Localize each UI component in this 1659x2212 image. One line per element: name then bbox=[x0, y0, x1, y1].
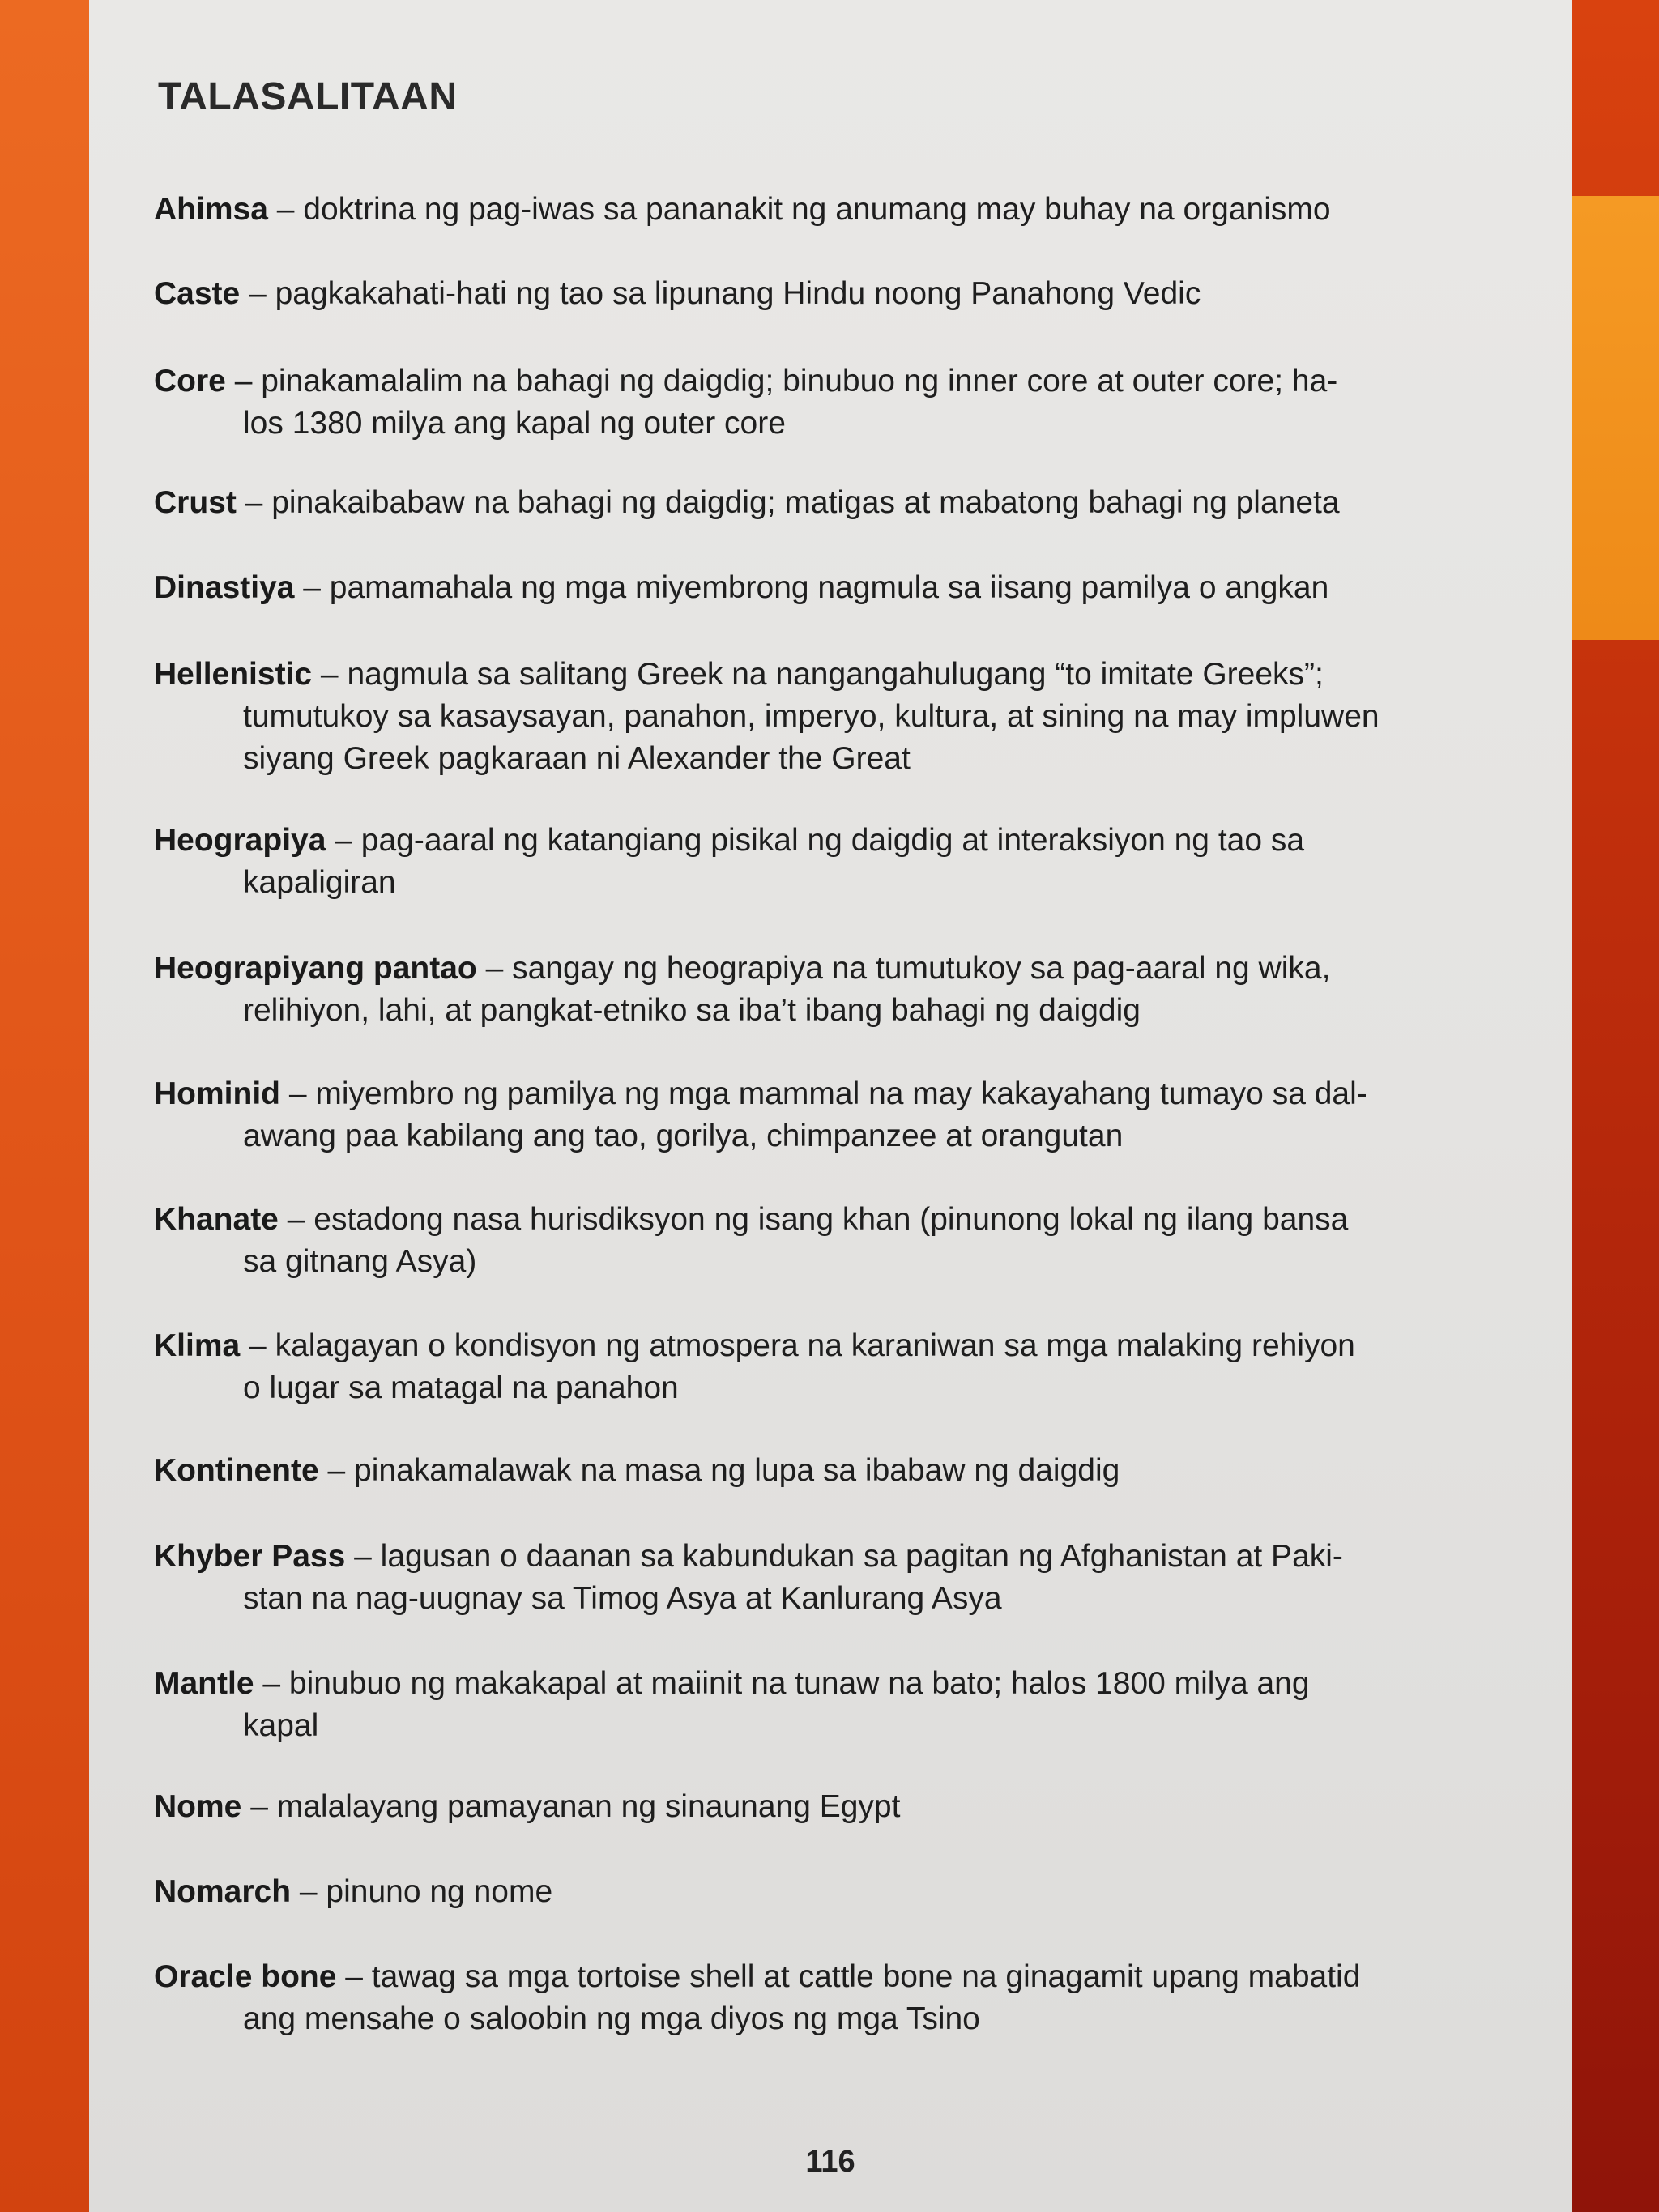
glossary-term: Crust bbox=[154, 485, 237, 520]
glossary-term: Nome bbox=[154, 1789, 242, 1824]
glossary-definition: pagkakahati-hati ng tao sa lipunang Hindu noong Panahong Vedic bbox=[275, 276, 1201, 311]
glossary-term: Nomarch bbox=[154, 1874, 292, 1909]
glossary-definition-continued: awang paa kabilang ang tao, gorilya, chimpanzee at orangutan bbox=[243, 1119, 1124, 1153]
glossary-entry: Nome – malalayang pamayanan ng sinaunang Egypt bbox=[154, 1789, 901, 1824]
glossary-term: Oracle bone bbox=[154, 1959, 337, 1994]
glossary-entry: Mantle – binubuo ng makakapal at maiinit na tunaw na bato; halos 1800 milya ang kapal bbox=[154, 1663, 1580, 1747]
glossary-entry: Khyber Pass – lagusan o daanan sa kabundukan sa pagitan ng Afghanistan at Paki- stan na nag-uugnay sa Timog Asya at Kanlurang Asya bbox=[154, 1536, 1580, 1620]
glossary-entry: Oracle bone – tawag sa mga tortoise shell at cattle bone na ginagamit upang mabatid ang mensahe o saloobin ng mga diyos ng mga Tsino bbox=[154, 1956, 1580, 2040]
glossary-definition-continued: ang mensahe o saloobin ng mga diyos ng mga Tsino bbox=[243, 2001, 980, 2036]
glossary-definition: pinakamalalim na bahagi ng daigdig; binubuo ng inner core at outer core; ha- bbox=[261, 364, 1338, 399]
glossary-entry: Hellenistic – nagmula sa salitang Greek na nangangahulugang “to imitate Greeks”; tumutukoy sa kasaysayan, panahon, imperyo, kultura, at sining na may impluwen siyang Greek pagkaraan ni Alexander the Great bbox=[154, 654, 1580, 780]
glossary-definition: tawag sa mga tortoise shell at cattle bone na ginagamit upang mabatid bbox=[371, 1959, 1361, 1994]
glossary-definition: lagusan o daanan sa kabundukan sa pagitan ng Afghanistan at Paki- bbox=[380, 1539, 1343, 1574]
glossary-term: Khyber Pass bbox=[154, 1539, 346, 1574]
glossary-definition: pinakaibabaw na bahagi ng daigdig; matigas at mabatong bahagi ng planeta bbox=[271, 485, 1340, 520]
glossary-entry: Dinastiya – pamamahala ng mga miyembrong nagmula sa iisang pamilya o angkan bbox=[154, 570, 1329, 605]
glossary-term: Heograpiyang pantao bbox=[154, 951, 477, 986]
glossary-entry: Heograpiya – pag-aaral ng katangiang pisikal ng daigdig at interaksiyon ng tao sa kapaligiran bbox=[154, 820, 1580, 904]
glossary-entry: Caste – pagkakahati-hati ng tao sa lipunang Hindu noong Panahong Vedic bbox=[154, 276, 1201, 311]
glossary-definition-continued: siyang Greek pagkaraan ni Alexander the Great bbox=[243, 741, 911, 776]
glossary-definition-continued: o lugar sa matagal na panahon bbox=[243, 1370, 679, 1405]
glossary-definition-continued: sa gitnang Asya) bbox=[243, 1244, 477, 1279]
glossary-definition-continued: kapaligiran bbox=[243, 865, 396, 900]
glossary-definition: pamamahala ng mga miyembrong nagmula sa iisang pamilya o angkan bbox=[329, 570, 1329, 605]
glossary-definition: miyembro ng pamilya ng mga mammal na may kakayahang tumayo sa dal- bbox=[315, 1076, 1367, 1111]
page-number: 116 bbox=[805, 2145, 855, 2179]
glossary-term: Heograpiya bbox=[154, 823, 326, 858]
glossary-definition: malalayang pamayanan ng sinaunang Egypt bbox=[276, 1789, 901, 1824]
glossary-term: Kontinente bbox=[154, 1453, 319, 1488]
glossary-term: Core bbox=[154, 364, 226, 399]
glossary-definition: kalagayan o kondisyon ng atmospera na karaniwan sa mga malaking rehiyon bbox=[275, 1328, 1355, 1363]
glossary-definition: doktrina ng pag-iwas sa pananakit ng anumang may buhay na organismo bbox=[303, 192, 1331, 227]
glossary-definition-continued: relihiyon, lahi, at pangkat-etniko sa iba’t ibang bahagi ng daigdig bbox=[243, 993, 1141, 1028]
glossary-entry: Nomarch – pinuno ng nome bbox=[154, 1874, 553, 1909]
glossary-entry: Hominid – miyembro ng pamilya ng mga mammal na may kakayahang tumayo sa dal- awang paa kabilang ang tao, gorilya, chimpanzee at orangutan bbox=[154, 1073, 1580, 1157]
glossary-term: Ahimsa bbox=[154, 192, 268, 227]
glossary-definition: estadong nasa hurisdiksyon ng isang khan (pinunong lokal ng ilang bansa bbox=[313, 1202, 1349, 1237]
glossary-entry: Ahimsa – doktrina ng pag-iwas sa pananakit ng anumang may buhay na organismo bbox=[154, 192, 1331, 227]
glossary-term: Mantle bbox=[154, 1666, 254, 1701]
glossary-definition-continued: los 1380 milya ang kapal ng outer core bbox=[243, 406, 786, 441]
glossary-term: Dinastiya bbox=[154, 570, 295, 605]
glossary-entry: Crust – pinakaibabaw na bahagi ng daigdig; matigas at mabatong bahagi ng planeta bbox=[154, 485, 1340, 520]
glossary-term: Hellenistic bbox=[154, 657, 313, 692]
glossary-entry: Kontinente – pinakamalawak na masa ng lupa sa ibabaw ng daigdig bbox=[154, 1453, 1120, 1488]
glossary-definition: sangay ng heograpiya na tumutukoy sa pag-aaral ng wika, bbox=[512, 951, 1331, 986]
glossary-definition: pinuno ng nome bbox=[326, 1874, 553, 1909]
page-title: TALASALITAAN bbox=[158, 75, 458, 118]
glossary-definition-continued: stan na nag-uugnay sa Timog Asya at Kanlurang Asya bbox=[243, 1581, 1002, 1616]
book-page bbox=[89, 0, 1572, 2212]
glossary-term: Klima bbox=[154, 1328, 241, 1363]
glossary-definition: pag-aaral ng katangiang pisikal ng daigdig at interaksiyon ng tao sa bbox=[360, 823, 1305, 858]
glossary-definition: pinakamalawak na masa ng lupa sa ibabaw ng daigdig bbox=[354, 1453, 1120, 1488]
glossary-definition-continued: kapal bbox=[243, 1708, 319, 1743]
glossary-definition: binubuo ng makakapal at maiinit na tunaw na bato; halos 1800 milya ang bbox=[288, 1666, 1310, 1701]
glossary-entry: Heograpiyang pantao – sangay ng heograpiya na tumutukoy sa pag-aaral ng wika, relihiyon, lahi, at pangkat-etniko sa iba’t ibang bahagi ng daigdig bbox=[154, 948, 1580, 1032]
glossary-entry: Core – pinakamalalim na bahagi ng daigdig; binubuo ng inner core at outer core; ha- los 1380 milya ang kapal ng outer core bbox=[154, 360, 1580, 445]
glossary-definition-continued: tumutukoy sa kasaysayan, panahon, imperyo, kultura, at sining na may impluwen bbox=[243, 699, 1380, 734]
glossary-entry: Khanate – estadong nasa hurisdiksyon ng isang khan (pinunong lokal ng ilang bansa sa gitnang Asya) bbox=[154, 1199, 1580, 1283]
glossary-term: Caste bbox=[154, 276, 241, 311]
right-accent-tab bbox=[1572, 196, 1659, 640]
left-border-strip bbox=[0, 0, 89, 2212]
glossary-term: Khanate bbox=[154, 1202, 279, 1237]
glossary-definition: nagmula sa salitang Greek na nangangahulugang “to imitate Greeks”; bbox=[347, 657, 1324, 692]
glossary-entry: Klima – kalagayan o kondisyon ng atmospera na karaniwan sa mga malaking rehiyon o lugar sa matagal na panahon bbox=[154, 1325, 1580, 1409]
glossary-term: Hominid bbox=[154, 1076, 280, 1111]
